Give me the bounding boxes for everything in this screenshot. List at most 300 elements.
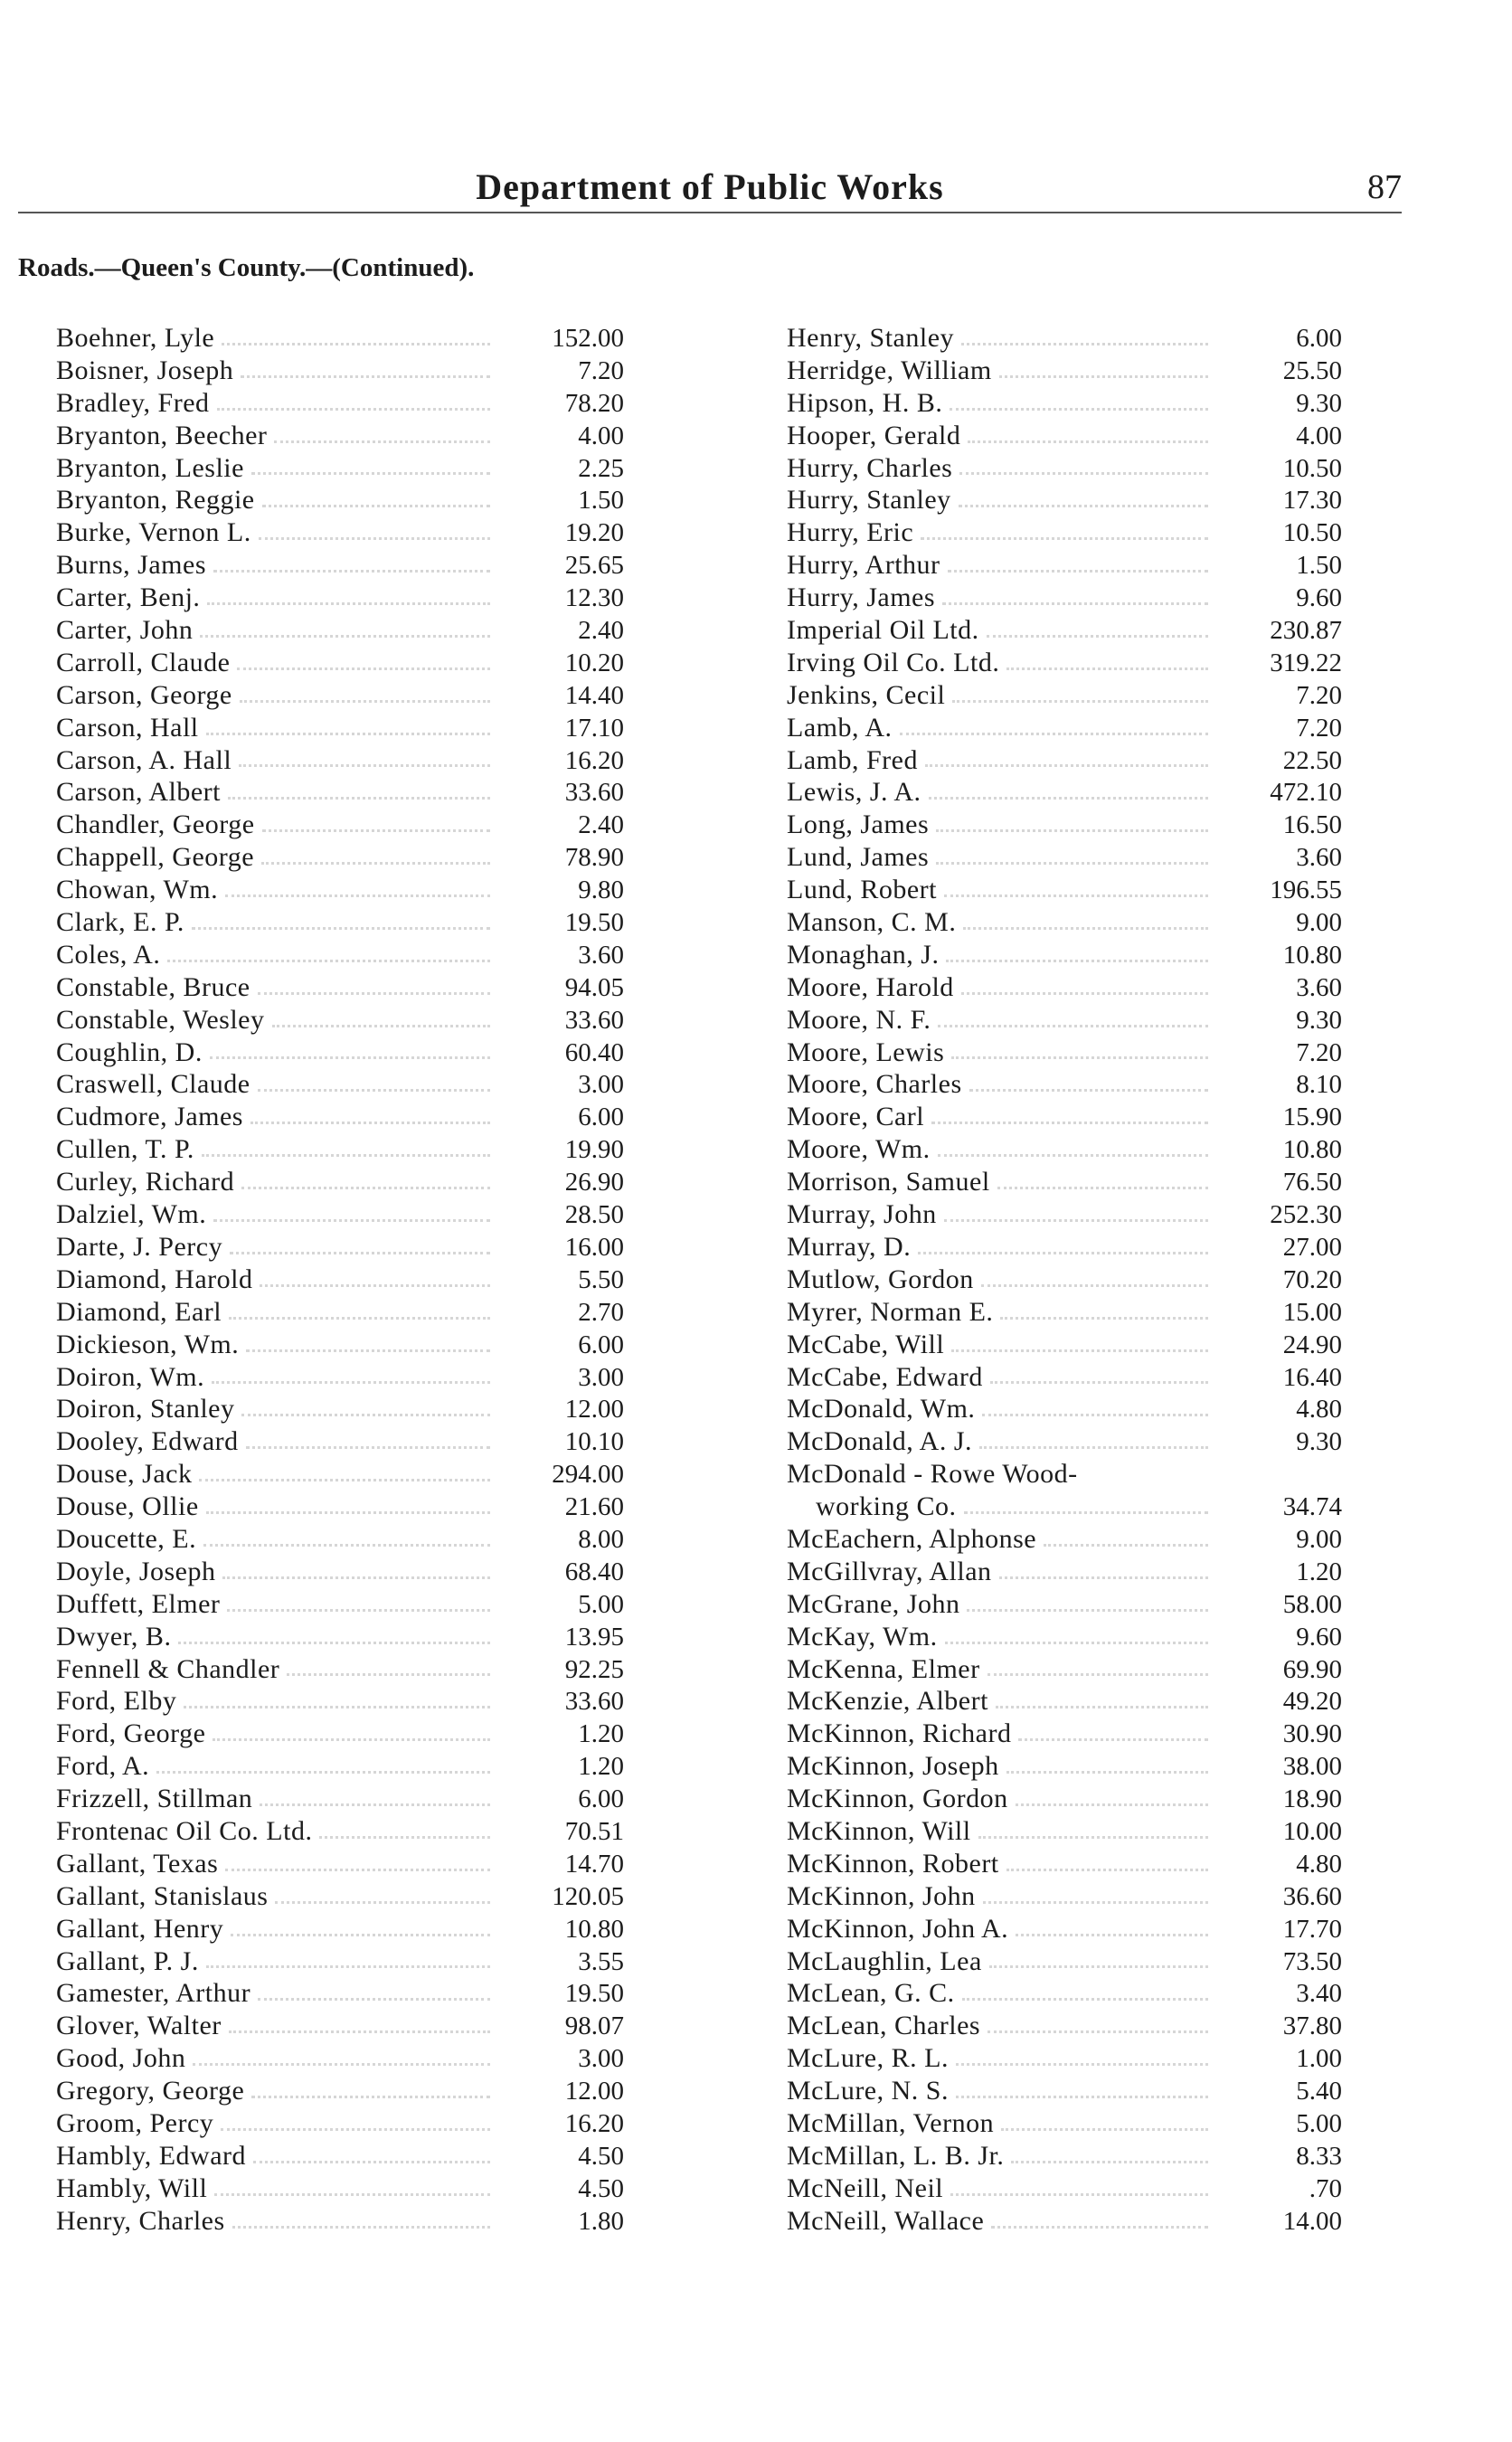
payee-name: Hipson, H. B.	[787, 387, 943, 418]
list-item	[56, 1425, 624, 1458]
list-item	[56, 679, 624, 712]
payment-amount: 10.80	[1282, 1135, 1342, 1165]
payment-amount: 5.40	[1296, 2077, 1342, 2106]
payee-name: Moore, N. F.	[787, 1004, 931, 1035]
payment-amount: 7.20	[1296, 680, 1342, 710]
payment-amount: 13.95	[564, 1622, 624, 1652]
dot-leader	[222, 1576, 490, 1579]
dot-leader	[217, 407, 490, 411]
list-item	[787, 1653, 1342, 1686]
dot-leader	[167, 959, 490, 962]
list-item	[56, 906, 624, 939]
payment-amount: 92.25	[564, 1654, 624, 1684]
payee-name: Hurry, Stanley	[787, 485, 951, 516]
list-item	[56, 1004, 624, 1036]
payment-amount: 12.00	[564, 1395, 624, 1424]
payment-amount: 76.50	[1282, 1168, 1342, 1197]
payee-name: Chandler, George	[56, 809, 255, 840]
payee-name: Murray, D.	[787, 1231, 912, 1262]
payment-amount: 6.00	[578, 1330, 624, 1359]
dot-leader	[178, 1641, 490, 1644]
payment-amount: 472.10	[1270, 778, 1342, 808]
payee-name: McKinnon, Will	[787, 1815, 971, 1846]
dot-leader	[230, 1251, 490, 1254]
list-item	[56, 582, 624, 614]
dot-leader	[956, 2062, 1208, 2066]
payment-amount: 8.10	[1296, 1070, 1342, 1100]
dot-leader	[959, 471, 1208, 475]
payment-amount: 9.60	[1296, 1622, 1342, 1652]
dot-leader	[968, 440, 1208, 443]
payment-amount: 3.60	[1296, 972, 1342, 1002]
dot-leader	[991, 2225, 1208, 2229]
payee-name: Craswell, Claude	[56, 1069, 250, 1100]
dot-leader	[962, 1997, 1208, 2001]
payee-name: Henry, Stanley	[787, 323, 955, 353]
payment-amount: 19.50	[564, 908, 624, 938]
dot-leader	[250, 1121, 490, 1124]
list-item	[56, 1880, 624, 1913]
dot-leader	[1011, 2160, 1208, 2163]
list-item	[787, 1588, 1342, 1621]
dot-leader	[1044, 1543, 1208, 1547]
payment-amount: 3.60	[578, 940, 624, 970]
dot-leader	[944, 894, 1208, 897]
left-column	[56, 322, 624, 2238]
payment-amount: 6.00	[1296, 324, 1342, 353]
payee-name: Chappell, George	[56, 842, 255, 873]
payee-name: Coles, A.	[56, 939, 161, 970]
payee-name: Boehner, Lyle	[56, 323, 215, 353]
payee-name: Fennell & Chandler	[56, 1653, 280, 1684]
payee-name: Carter, Benj.	[56, 582, 201, 613]
list-item	[56, 1296, 624, 1329]
list-item	[56, 1685, 624, 1718]
dot-leader	[258, 991, 490, 995]
list-item	[56, 1913, 624, 1945]
payment-amount: 319.22	[1270, 648, 1342, 677]
list-item	[787, 679, 1342, 712]
payee-name: Duffett, Elmer	[56, 1588, 221, 1619]
payment-amount: 25.50	[1282, 355, 1342, 385]
dot-leader	[989, 1964, 1208, 1968]
dot-leader	[938, 1153, 1208, 1157]
payee-name: McGillvray, Allan	[787, 1556, 992, 1586]
dot-leader	[1000, 1316, 1208, 1320]
list-item	[787, 1977, 1342, 2010]
dot-leader	[988, 1672, 1208, 1676]
dot-leader	[241, 1186, 490, 1189]
payment-amount: 1.20	[578, 1719, 624, 1749]
dot-leader	[997, 1186, 1208, 1189]
payee-name: McGrane, John	[787, 1588, 960, 1619]
payee-name: Douse, Ollie	[56, 1491, 199, 1522]
payee-name: Lewis, J. A.	[787, 777, 921, 808]
dot-leader	[1006, 667, 1208, 670]
list-item	[787, 484, 1342, 516]
list-item	[56, 1361, 624, 1394]
dot-leader	[239, 763, 490, 767]
list-item	[56, 1133, 624, 1166]
dot-leader	[942, 601, 1208, 605]
dot-leader	[978, 1835, 1208, 1839]
dot-leader	[944, 1218, 1208, 1222]
dot-leader	[981, 1283, 1208, 1287]
list-item	[56, 1977, 624, 2010]
payment-amount: 230.87	[1270, 616, 1342, 646]
dot-leader	[232, 2225, 490, 2229]
payee-name: Bryanton, Beecher	[56, 420, 268, 450]
dot-leader	[274, 440, 490, 443]
dot-leader	[946, 959, 1208, 962]
dot-leader	[246, 1349, 490, 1352]
list-item	[56, 1556, 624, 1588]
dot-leader	[193, 2062, 490, 2066]
payment-amount: 2.40	[578, 616, 624, 646]
payee-name: Monaghan, J.	[787, 939, 940, 970]
payment-amount: 4.00	[1296, 421, 1342, 450]
payment-amount: 2.25	[578, 453, 624, 483]
payee-name: Hambly, Edward	[56, 2140, 246, 2171]
dot-leader	[1016, 1933, 1208, 1936]
dot-leader	[212, 1380, 490, 1384]
dot-leader	[200, 634, 490, 638]
payment-amount: 5.00	[1296, 2108, 1342, 2138]
list-item	[56, 1393, 624, 1425]
dot-leader	[1001, 2127, 1208, 2131]
dot-leader	[287, 1672, 490, 1676]
payment-amount: 14.70	[564, 1849, 624, 1879]
payee-name: Dalziel, Wm.	[56, 1199, 207, 1230]
list-item	[787, 1556, 1342, 1588]
payment-amount: 9.30	[1296, 1005, 1342, 1035]
list-item	[787, 322, 1342, 355]
payee-name: Diamond, Earl	[56, 1296, 222, 1327]
payee-name: Hooper, Gerald	[787, 420, 961, 450]
payment-amount: 16.20	[564, 745, 624, 775]
payment-amount: 17.30	[1282, 486, 1342, 516]
payee-name: Ford, A.	[56, 1751, 150, 1782]
list-item	[56, 2010, 624, 2042]
list-item	[787, 776, 1342, 809]
list-item	[787, 906, 1342, 939]
payee-name: Boisner, Joseph	[56, 355, 234, 385]
list-item	[56, 1945, 624, 1978]
list-item	[787, 712, 1342, 744]
list-item	[56, 516, 624, 549]
payee-name: Constable, Bruce	[56, 971, 250, 1002]
dot-leader	[956, 2095, 1208, 2098]
payee-name: Cullen, T. P.	[56, 1134, 194, 1165]
dot-leader	[206, 1964, 490, 1968]
payee-name: Good, John	[56, 2043, 186, 2074]
list-item	[787, 971, 1342, 1004]
list-item	[56, 1458, 624, 1491]
payee-name: Henry, Charles	[56, 2205, 225, 2236]
payee-name: Irving Oil Co. Ltd.	[787, 647, 1000, 677]
payee-name: Imperial Oil Ltd.	[787, 615, 979, 646]
payee-name: Moore, Charles	[787, 1069, 962, 1100]
list-item	[787, 1913, 1342, 1945]
payment-amount: 9.30	[1296, 388, 1342, 418]
payment-amount: 10.10	[564, 1427, 624, 1457]
list-item	[787, 2172, 1342, 2205]
payee-name: Darte, J. Percy	[56, 1231, 223, 1262]
payee-name: Gallant, Stanislaus	[56, 1880, 269, 1911]
payment-amount: 252.30	[1270, 1200, 1342, 1230]
payee-name: Hurry, Arthur	[787, 550, 940, 581]
payment-amount: 3.40	[1296, 1979, 1342, 2009]
payment-amount: 4.50	[578, 2173, 624, 2203]
dot-leader	[948, 569, 1208, 573]
payment-amount: 120.05	[552, 1881, 624, 1911]
dot-leader	[210, 1055, 490, 1059]
dot-leader	[959, 504, 1208, 507]
payee-name: McDonald, A. J.	[787, 1426, 972, 1457]
dot-leader	[258, 1088, 490, 1092]
dot-leader	[967, 1608, 1208, 1612]
list-item	[787, 874, 1342, 906]
payee-name: McMillan, L. B. Jr.	[787, 2140, 1005, 2171]
list-item	[787, 809, 1342, 841]
payment-amount: 9.80	[578, 876, 624, 905]
list-item	[787, 1231, 1342, 1264]
list-item	[56, 1068, 624, 1101]
dot-leader	[207, 601, 490, 605]
payee-name: Gregory, George	[56, 2076, 245, 2106]
payee-name: Bryanton, Leslie	[56, 452, 244, 483]
list-item	[56, 1718, 624, 1750]
payee-name: Morrison, Samuel	[787, 1167, 990, 1197]
list-item	[56, 1848, 624, 1880]
payee-name: Mutlow, Gordon	[787, 1264, 974, 1294]
list-item	[56, 355, 624, 387]
dot-leader	[990, 1380, 1208, 1384]
payee-name: McDonald - Rowe Wood-	[787, 1459, 1078, 1490]
payee-name: Frontenac Oil Co. Ltd.	[56, 1815, 313, 1846]
payment-amount: 10.00	[1282, 1816, 1342, 1846]
payee-name: Clark, E. P.	[56, 907, 184, 938]
payment-amount: 6.00	[578, 1103, 624, 1132]
list-item	[787, 1815, 1342, 1848]
payment-amount: 9.00	[1296, 908, 1342, 938]
dot-leader	[936, 861, 1208, 865]
payee-name: Ford, Elby	[56, 1686, 177, 1717]
payment-amount: 9.00	[1296, 1524, 1342, 1554]
dot-leader	[184, 1705, 490, 1708]
payee-name: Manson, C. M.	[787, 907, 957, 938]
payment-amount: 6.00	[578, 1784, 624, 1814]
payment-amount: 16.50	[1282, 810, 1342, 840]
list-item	[56, 939, 624, 971]
payment-amount: 1.50	[578, 486, 624, 516]
payment-amount: 2.40	[578, 810, 624, 840]
payee-name: Carter, John	[56, 615, 194, 646]
dot-leader	[925, 763, 1208, 767]
list-item	[56, 452, 624, 485]
list-item	[787, 452, 1342, 485]
payee-name: McLure, R. L.	[787, 2043, 949, 2074]
list-item	[787, 516, 1342, 549]
list-item	[56, 2205, 624, 2238]
payee-name: Diamond, Harold	[56, 1264, 253, 1294]
payment-amount: 4.80	[1296, 1849, 1342, 1879]
payee-name: Gallant, Texas	[56, 1848, 219, 1879]
list-item	[56, 2075, 624, 2107]
payment-amount: 3.60	[1296, 843, 1342, 873]
payment-amount: 3.00	[578, 2044, 624, 2074]
payment-amount: 3.55	[578, 1946, 624, 1976]
dot-leader	[192, 926, 490, 930]
payee-name: McNeill, Neil	[787, 2172, 944, 2203]
payment-amount: 16.00	[564, 1232, 624, 1262]
list-item	[787, 1329, 1342, 1361]
payment-amount: 58.00	[1282, 1589, 1342, 1619]
dot-leader	[951, 1055, 1208, 1059]
list-item	[787, 582, 1342, 614]
payee-name: Cudmore, James	[56, 1102, 243, 1132]
list-item	[787, 2107, 1342, 2140]
list-item	[56, 1653, 624, 1686]
payment-amount: 12.30	[564, 583, 624, 613]
payment-amount: 9.60	[1296, 583, 1342, 613]
payment-amount: 1.20	[578, 1752, 624, 1782]
payee-name: Herridge, William	[787, 355, 992, 385]
dot-leader	[931, 1121, 1208, 1124]
payment-amount: 14.40	[564, 680, 624, 710]
payee-name: Glover, Walter	[56, 2011, 222, 2041]
payee-name: Gamester, Arthur	[56, 1978, 251, 2009]
payee-name: McKinnon, Joseph	[787, 1751, 999, 1782]
payment-amount: 60.40	[564, 1037, 624, 1067]
list-item	[56, 1101, 624, 1133]
dot-leader	[213, 569, 490, 573]
payment-amount: 19.20	[564, 518, 624, 548]
dot-leader	[969, 1088, 1208, 1092]
payment-amount: 7.20	[1296, 713, 1342, 743]
payment-amount: 19.90	[564, 1135, 624, 1165]
payee-name: Lund, James	[787, 842, 930, 873]
payment-amount: 12.00	[564, 2077, 624, 2106]
payment-amount: 10.20	[564, 648, 624, 677]
payee-name: Ford, George	[56, 1718, 206, 1749]
list-item	[56, 2042, 624, 2075]
list-item	[787, 1458, 1342, 1491]
payment-amount: 70.20	[1282, 1264, 1342, 1294]
dot-leader	[918, 1251, 1208, 1254]
payee-name: Constable, Wesley	[56, 1004, 265, 1035]
dot-leader	[1006, 1868, 1208, 1871]
list-item	[56, 2107, 624, 2140]
dot-leader	[996, 1705, 1208, 1708]
list-item	[56, 1329, 624, 1361]
dot-leader	[203, 1543, 490, 1547]
dot-leader	[241, 1413, 490, 1416]
payment-amount: 68.40	[564, 1557, 624, 1586]
dot-leader	[999, 1576, 1208, 1579]
payment-amount: 152.00	[552, 324, 624, 353]
list-item	[56, 614, 624, 647]
payment-amount: 21.60	[564, 1492, 624, 1522]
dot-leader	[921, 536, 1208, 540]
page-header	[18, 163, 1402, 213]
dot-leader	[202, 1153, 490, 1157]
list-item	[787, 841, 1342, 874]
payee-name: Carson, George	[56, 679, 232, 710]
dot-leader	[259, 536, 490, 540]
payee-name: Hambly, Will	[56, 2172, 208, 2203]
payee-name: Chowan, Wm.	[56, 875, 219, 905]
payee-name: Doiron, Stanley	[56, 1394, 235, 1424]
payee-name: Carroll, Claude	[56, 647, 231, 677]
dot-leader	[987, 634, 1208, 638]
dot-leader	[206, 1510, 490, 1514]
payee-name: Moore, Harold	[787, 971, 954, 1002]
dot-leader	[156, 1770, 490, 1774]
payee-name: McNeill, Wallace	[787, 2205, 985, 2236]
payee-name: McKinnon, Gordon	[787, 1784, 1008, 1814]
list-item	[787, 1425, 1342, 1458]
dot-leader	[979, 1445, 1208, 1449]
list-item	[787, 1296, 1342, 1329]
dot-leader	[961, 342, 1208, 345]
payment-amount: 8.00	[578, 1524, 624, 1554]
payee-name: Frizzell, Stillman	[56, 1784, 253, 1814]
payment-amount: 1.00	[1296, 2044, 1342, 2074]
payee-name: Burns, James	[56, 550, 206, 581]
dot-leader	[213, 1218, 490, 1222]
list-item	[56, 841, 624, 874]
payment-amount: 4.80	[1296, 1395, 1342, 1424]
payee-name: Coughlin, D.	[56, 1036, 203, 1067]
payment-amount: 49.20	[1282, 1687, 1342, 1717]
payee-name: Doyle, Joseph	[56, 1556, 216, 1586]
dot-leader	[214, 2192, 490, 2196]
payee-name: Douse, Jack	[56, 1459, 193, 1490]
payee-name: McKenzie, Albert	[787, 1686, 988, 1717]
payee-name: Doiron, Wm.	[56, 1361, 205, 1392]
list-item	[787, 1036, 1342, 1069]
payee-name: Bradley, Fred	[56, 387, 210, 418]
payment-amount: 1.80	[578, 2206, 624, 2236]
payee-name: Burke, Vernon L.	[56, 517, 251, 548]
dot-leader	[225, 1868, 490, 1871]
payment-amount: 30.90	[1282, 1719, 1342, 1749]
list-item	[787, 1361, 1342, 1394]
payment-amount: 3.00	[578, 1362, 624, 1392]
list-item	[56, 1491, 624, 1523]
list-item	[56, 1523, 624, 1556]
payment-amount: 37.80	[1282, 2011, 1342, 2041]
list-item	[787, 1621, 1342, 1653]
payee-name: Gallant, P. J.	[56, 1945, 199, 1976]
dot-leader	[938, 1024, 1208, 1027]
dot-leader	[1018, 1737, 1208, 1741]
dot-leader	[229, 2030, 490, 2033]
list-item	[787, 1198, 1342, 1231]
list-item	[56, 1231, 624, 1264]
list-item	[56, 420, 624, 452]
dot-leader	[227, 1608, 490, 1612]
dot-leader	[272, 1024, 491, 1027]
list-item	[787, 1523, 1342, 1556]
payment-amount: 294.00	[552, 1460, 624, 1490]
payee-name: Carson, A. Hall	[56, 744, 232, 775]
payment-amount: 78.90	[564, 843, 624, 873]
payee-name: McLean, Charles	[787, 2011, 981, 2041]
payment-amount: 24.90	[1282, 1330, 1342, 1359]
payee-name: Dickieson, Wm.	[56, 1329, 240, 1359]
